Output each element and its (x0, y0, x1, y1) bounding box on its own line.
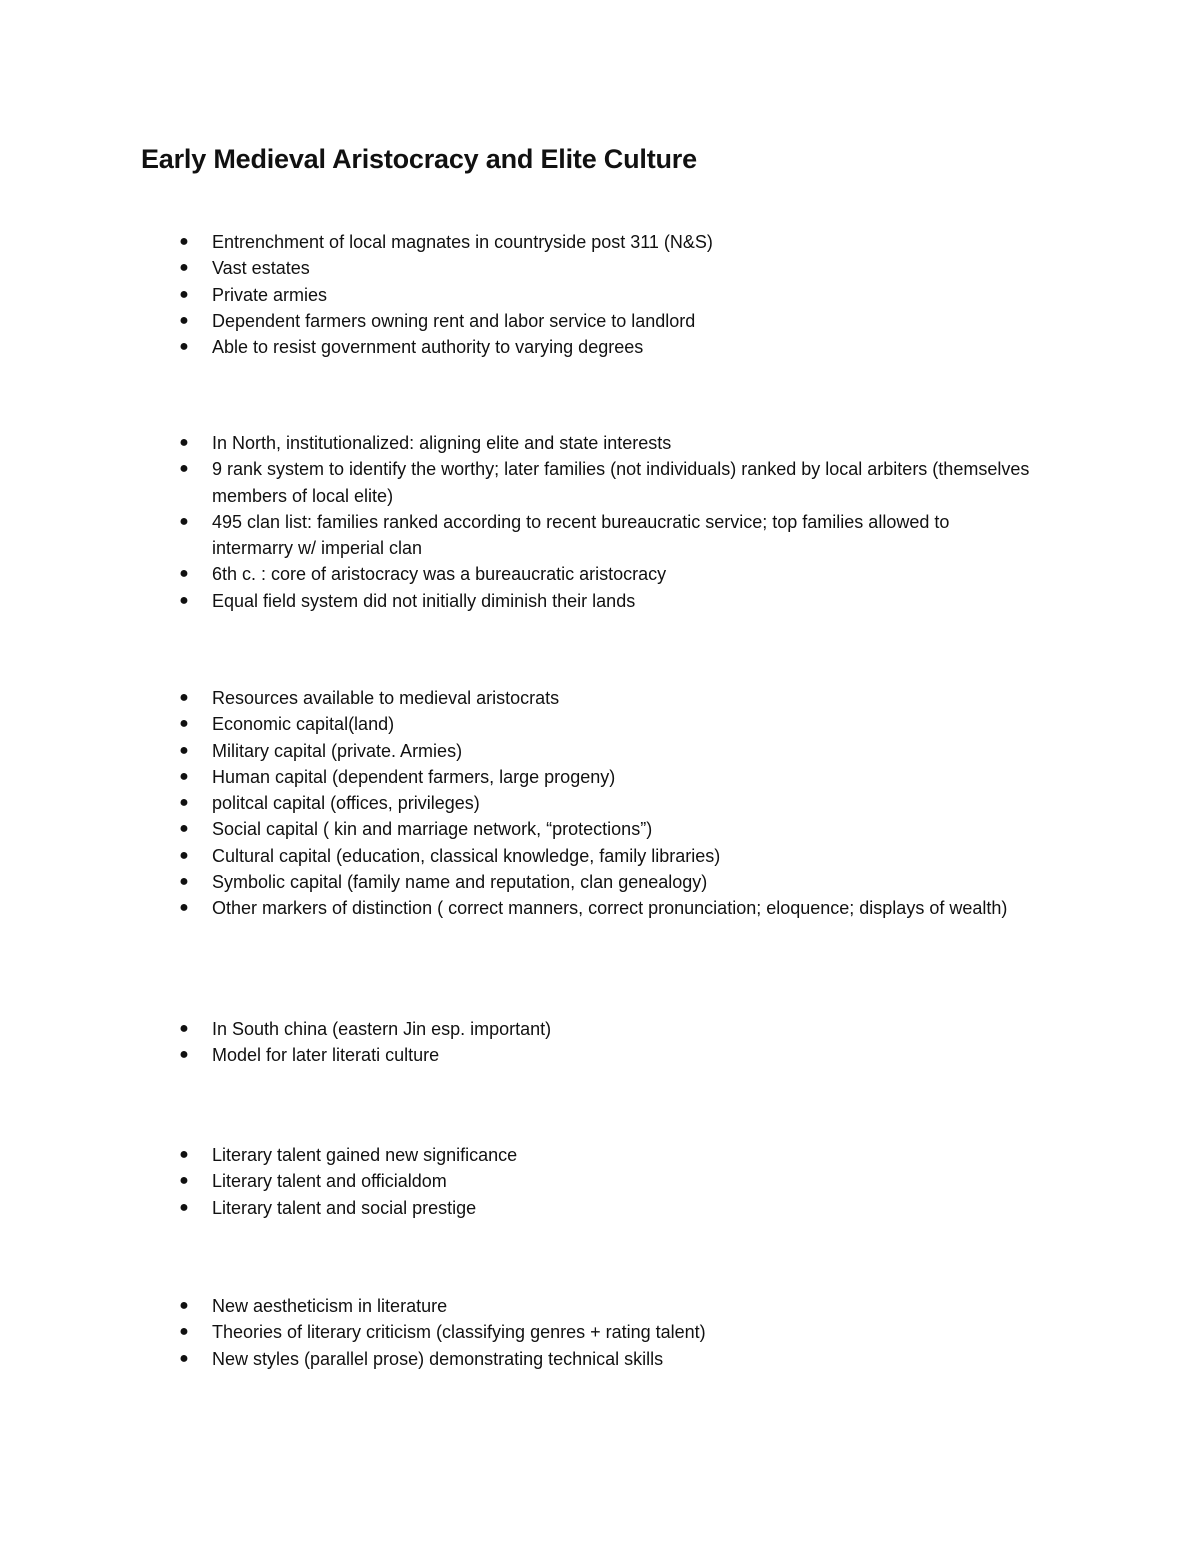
bullet-icon: ● (179, 820, 189, 838)
list-item (0, 816, 1032, 842)
bullet-icon: ● (179, 767, 189, 785)
list-item (0, 1195, 1032, 1221)
list-item (0, 334, 1032, 360)
bullet-icon: ● (179, 689, 189, 706)
list-item (0, 509, 1032, 562)
list-item-text: 9 rank system to identify the worthy; later families (not individuals) ranked by local arbiters (themselves members of local elite) (212, 459, 1030, 506)
list-item-text: Dependent farmers owning rent and labor service to landlord (212, 310, 696, 331)
bullet-icon: ● (179, 259, 189, 277)
bullet-icon: ● (179, 899, 189, 917)
list-item (0, 282, 1032, 308)
list-item-text: Able to resist government authority to varying degrees (212, 337, 644, 358)
bullet-list-aristocrat-resources (0, 685, 1032, 922)
list-item (0, 843, 1032, 869)
list-item-text: Social capital ( kin and marriage network, “protections”) (212, 819, 653, 840)
list-item (0, 869, 1032, 895)
list-item (0, 588, 1032, 614)
bullet-icon: ● (179, 460, 189, 478)
list-item (0, 561, 1032, 587)
list-item-text: Cultural capital (education, classical knowledge, family libraries) (212, 845, 721, 866)
list-item (0, 685, 1032, 711)
list-item (0, 308, 1032, 334)
bullet-icon: ● (179, 311, 189, 329)
list-item-text: In South china (eastern Jin esp. important) (212, 1019, 552, 1039)
list-item (0, 456, 1032, 509)
bullet-list-north-institutionalized (0, 430, 1032, 614)
list-item-text: New aestheticism in literature (212, 1296, 448, 1316)
list-item-text: Economic capital(land) (212, 714, 395, 735)
list-item-text: New styles (parallel prose) demonstrating technical skills (212, 1348, 664, 1369)
bullet-icon: ● (179, 794, 189, 812)
bullet-icon: ● (179, 1046, 189, 1064)
list-item (0, 895, 1032, 921)
bullet-icon: ● (179, 338, 189, 356)
bullet-icon: ● (179, 715, 189, 733)
bullet-icon: ● (179, 233, 189, 250)
bullet-icon: ● (179, 846, 189, 864)
list-item-text: Human capital (dependent farmers, large progeny) (212, 766, 616, 787)
bullet-list-aestheticism (0, 1293, 1032, 1372)
list-item-text: Symbolic capital (family name and reputation, clan genealogy) (212, 872, 708, 893)
bullet-list-literary-talent (0, 1142, 1032, 1221)
bullet-icon: ● (179, 1198, 189, 1216)
bullet-icon: ● (179, 1146, 189, 1163)
list-item (0, 1168, 1032, 1194)
list-item (0, 711, 1032, 737)
bullet-list-local-magnates (0, 229, 1032, 360)
list-item-text: Literary talent and officialdom (212, 1171, 447, 1192)
bullet-icon: ● (179, 1349, 189, 1367)
bullet-list-south-china (0, 1016, 1032, 1069)
bullet-icon: ● (179, 741, 189, 759)
list-item (0, 255, 1032, 281)
bullet-icon: ● (179, 1323, 189, 1341)
list-item-text: Model for later literati culture (212, 1045, 440, 1066)
list-item (0, 1042, 1032, 1068)
bullet-icon: ● (179, 512, 189, 530)
list-item-text: Literary talent gained new significance (212, 1145, 518, 1165)
list-item-text: politcal capital (offices, privileges) (212, 793, 480, 814)
list-item (0, 1319, 1032, 1345)
list-item (0, 738, 1032, 764)
list-item-text: 495 clan list: families ranked according to recent bureaucratic service; top families allowed to intermarry w/ imperial clan (212, 511, 950, 559)
list-item-text: Literary talent and social prestige (212, 1197, 477, 1218)
bullet-icon: ● (179, 1172, 189, 1190)
list-item (0, 1346, 1032, 1372)
bullet-icon: ● (179, 873, 189, 891)
list-item-text: Private armies (212, 284, 328, 305)
list-item-text: Equal field system did not initially diminish their lands (212, 590, 636, 611)
list-item (0, 430, 1032, 456)
list-item-text: Other markers of distinction ( correct manners, correct pronunciation; eloquence; displays of wealth) (212, 898, 1008, 919)
list-item (0, 1142, 1032, 1168)
document-title: Early Medieval Aristocracy and Elite Culture (141, 144, 697, 174)
list-item-text: Theories of literary criticism (classifying genres + rating talent) (212, 1322, 706, 1343)
bullet-icon: ● (179, 434, 189, 451)
bullet-icon: ● (179, 1020, 189, 1037)
bullet-icon: ● (179, 565, 189, 583)
list-item (0, 229, 1032, 255)
bullet-icon: ● (179, 285, 189, 303)
list-item (0, 790, 1032, 816)
list-item-text: In North, institutionalized: aligning elite and state interests (212, 433, 672, 453)
list-item (0, 764, 1032, 790)
bullet-icon: ● (179, 591, 189, 609)
bullet-icon: ● (179, 1297, 189, 1314)
list-item-text: Entrenchment of local magnates in countryside post 311 (N&S) (212, 232, 713, 252)
list-item-text: Resources available to medieval aristocrats (212, 688, 560, 708)
list-item (0, 1016, 1032, 1042)
list-item (0, 1293, 1032, 1319)
list-item-text: Military capital (private. Armies) (212, 740, 463, 761)
list-item-text: Vast estates (212, 258, 310, 279)
list-item-text: 6th c. : core of aristocracy was a bureaucratic aristocracy (212, 564, 667, 585)
